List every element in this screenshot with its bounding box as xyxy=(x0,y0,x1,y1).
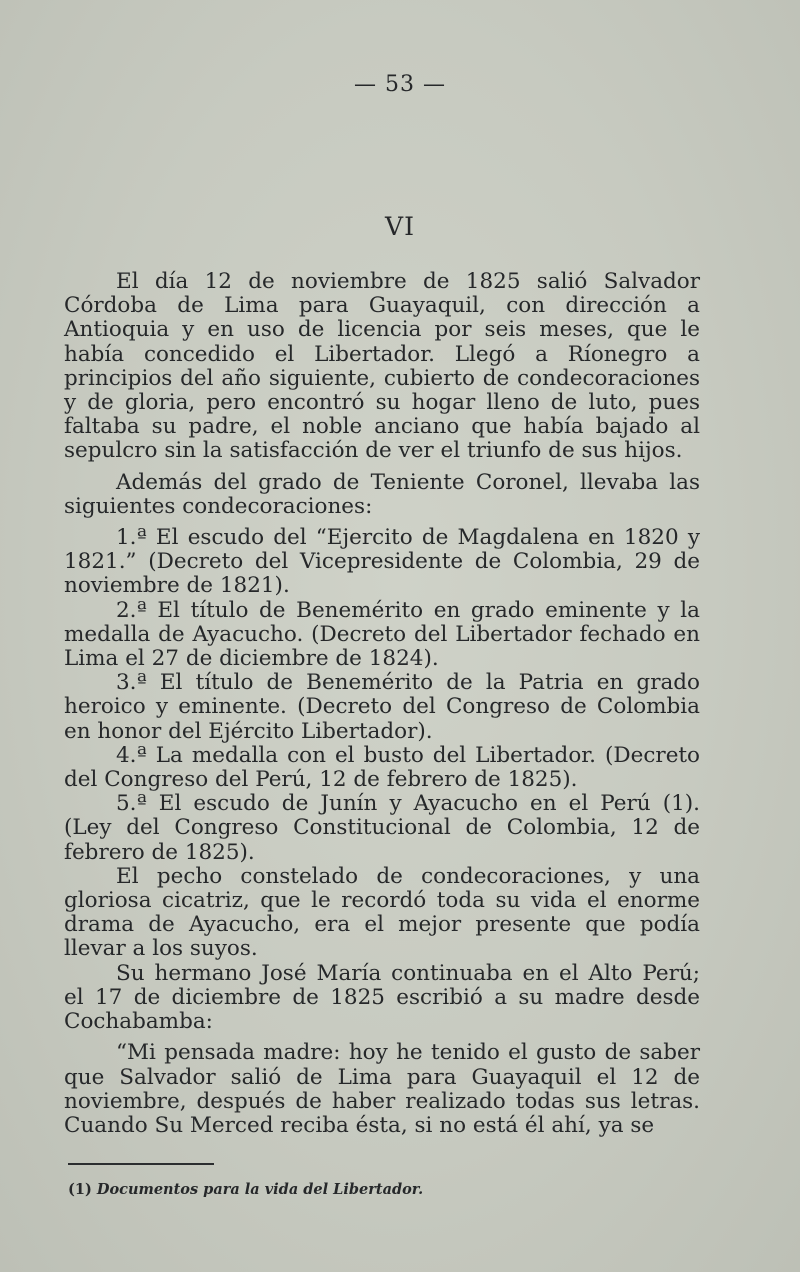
footnote-separator xyxy=(68,1163,214,1165)
decoration-item-1: 1.ª El escudo del “Ejercito de Magdalena en 1820 y 1821.” (Decreto del Vicepresidente de Colombia, 29 de noviembre de 1821). xyxy=(64,525,700,599)
decoration-item-2: 2.ª El título de Benemérito en grado eminente y la medalla de Ayacucho. (Decreto del Libertador fechado en Lima el 27 de diciembre de 1824). xyxy=(64,597,700,672)
paragraph-2: Además del grado de Teniente Coronel, llevaba las siguientes condecoraciones: xyxy=(64,469,700,519)
decoration-item-5: 5.ª El escudo de Junín y Ayacucho en el Perú (1). (Ley del Congreso Constitucional de Colombia, 12 de febrero de 1825). xyxy=(64,791,700,865)
footnote-label: (1) xyxy=(68,1181,92,1198)
page-number: — 53 — xyxy=(354,72,446,97)
decoration-item-3: 3.ª El título de Benemérito de la Patria en grado heroico y eminente. (Decreto del Congreso de Colombia en honor del Ejército Libertador). xyxy=(64,670,700,744)
paragraph-4: Su hermano José María continuaba en el Alto Perú; el 17 de diciembre de 1825 escribió a su madre desde Cochabamba: xyxy=(64,960,700,1035)
paragraph-1: El día 12 de noviembre de 1825 salió Salvador Córdoba de Lima para Guayaquil, con dirección a Antioquia y en uso de licencia por seis meses, que le había concedido el Libertador. Llegó a Ríonegro a principios del año siguiente, cubierto de condecoraciones y de gloria, pero encontró su hogar lleno de luto, pues faltaba su padre, el noble anciano que había bajado al sepulcro sin la satisfacción de ver el triunfo de sus hijos. xyxy=(64,269,700,464)
paragraph-3: El pecho constelado de condecoraciones, y una gloriosa cicatriz, que le recordó toda su vida el enorme drama de Ayacucho, era el mejor presente que podía llevar a los suyos. xyxy=(64,863,700,962)
body-text xyxy=(64,270,700,1138)
decoration-item-4: 4.ª La medalla con el busto del Libertador. (Decreto del Congreso del Perú, 12 de febrero de 1825). xyxy=(64,742,700,793)
letter-quote: “Mi pensada madre: hoy he tenido el gusto de saber que Salvador salió de Lima para Guayaquil el 12 de noviembre, después de haber realizado todas sus letras. Cuando Su Merced reciba ésta, si no está él ahí, ya se xyxy=(64,1040,700,1138)
footnote xyxy=(68,1181,423,1198)
chapter-heading: VI xyxy=(385,212,415,241)
footnote-text: Documentos para la vida del Libertador. xyxy=(96,1181,424,1198)
